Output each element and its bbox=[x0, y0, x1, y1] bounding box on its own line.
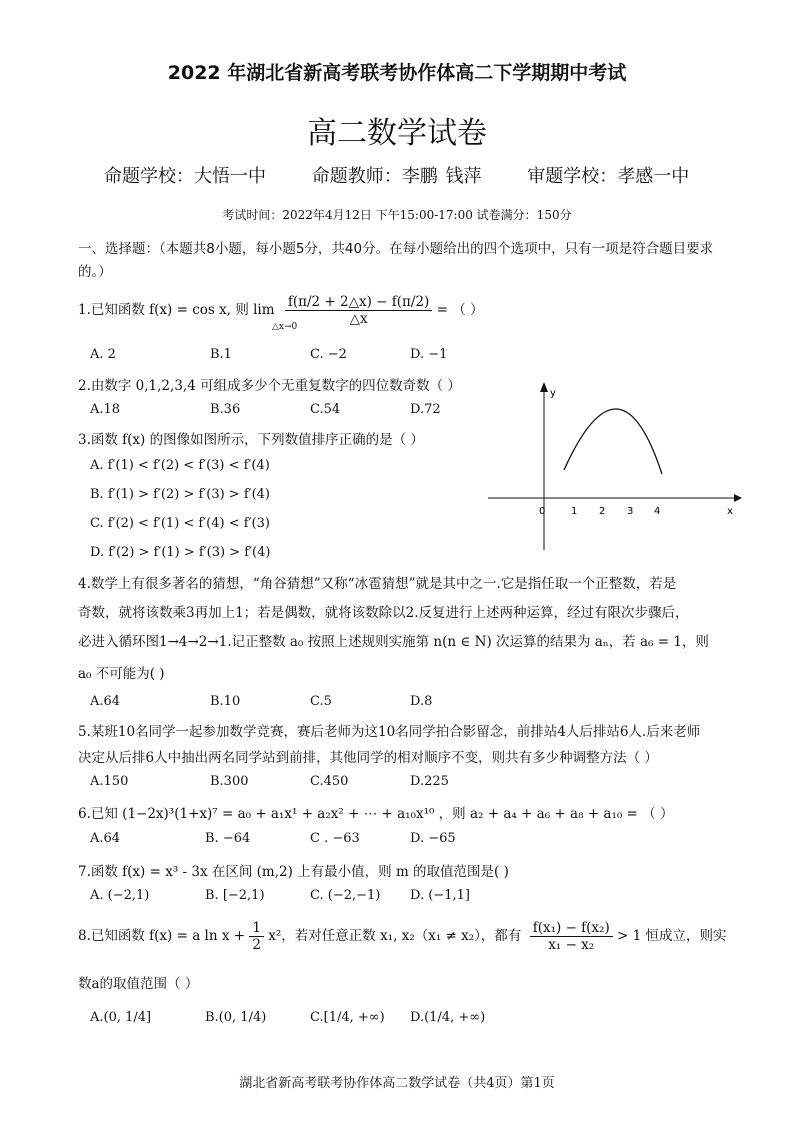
q6-option-a: A.64 bbox=[90, 831, 121, 846]
setting-school: 命题学校：大悟一中 bbox=[104, 166, 266, 187]
function-curve bbox=[564, 409, 662, 474]
q2-option-a: A.18 bbox=[90, 402, 121, 417]
q3-option-b: B. f′(1) > f′(2) > f′(3) > f′(4) bbox=[90, 487, 271, 502]
q2-option-b: B.36 bbox=[210, 402, 241, 417]
x-tick-2: 2 bbox=[599, 506, 606, 517]
q5-option-c: C.450 bbox=[310, 774, 349, 789]
q1-frac-num: f(π/2 + 2△x) − f(π/2) bbox=[285, 294, 432, 311]
question-4-line-3: 必进入循环图1→4→2→1.记正整数 a₀ 按照上述规则实施第 n(n ∈ N) 次运算的结果为 aₙ，若 a₆ = 1，则 bbox=[78, 634, 709, 650]
section-heading: 一、选择题：（本题共8小题，每小题5分，共40分。在每小题给出的四个选项中，只有一项是符合题目要求的。） bbox=[78, 241, 714, 280]
q8-option-d: D.(1/4, +∞) bbox=[410, 1010, 486, 1025]
q6-option-d: D. −65 bbox=[410, 831, 456, 846]
q2-option-c: C.54 bbox=[310, 402, 341, 417]
y-axis-arrow bbox=[540, 382, 548, 392]
x-tick-4: 4 bbox=[654, 506, 661, 517]
setting-teachers: 命题教师：李鹏 钱萍 bbox=[311, 166, 482, 187]
q8-option-a: A.(0, 1/4] bbox=[90, 1010, 152, 1025]
q4-option-d: D.8 bbox=[410, 694, 433, 709]
reviewing-school: 审题学校：孝感一中 bbox=[527, 166, 690, 187]
x-label: x bbox=[727, 506, 733, 517]
q8-stem-mid: x²，若对任意正数 x₁, x₂（x₁ ≠ x₂），都有 bbox=[268, 928, 522, 944]
q4-option-c: C.5 bbox=[310, 694, 332, 709]
q1-limit-sub: △x→0 bbox=[272, 322, 298, 332]
question-3: 3.函数 f(x) 的图像如图所示，下列数值排序正确的是（ ） bbox=[78, 432, 424, 448]
q7-option-b: B. [−2,1) bbox=[205, 888, 265, 903]
question-8-line-2: 数a的取值范围（ ） bbox=[78, 976, 199, 992]
q4-option-a: A.64 bbox=[90, 694, 121, 709]
q3-option-c: C. f′(2) < f′(1) < f′(4) < f′(3) bbox=[90, 516, 270, 531]
question-4-line-4: a₀ 不可能为( ) bbox=[78, 666, 165, 682]
q5-option-b: B.300 bbox=[210, 774, 249, 789]
paper-subtitle: 高二数学试卷 bbox=[307, 116, 487, 151]
q3-option-d: D. f′(2) > f′(1) > f′(3) > f′(4) bbox=[90, 545, 271, 560]
question-6: 6.已知 (1−2x)³(1+x)⁷ = a₀ + a₁x¹ + a₂x² + ⋯ + a₁₀x¹⁰ ，则 a₂ + a₄ + a₆ + a₈ + a₁₀ = （ ） bbox=[78, 806, 674, 822]
page-footer: 湖北省新高考联考协作体高二数学试卷（共4页）第1页 bbox=[239, 1076, 555, 1091]
x-tick-3: 3 bbox=[627, 506, 634, 517]
q8-half-num: 1 bbox=[249, 920, 264, 937]
question-2: 2.由数字 0,1,2,3,4 可组成多少个无重复数字的四位数奇数（ ） bbox=[78, 378, 461, 394]
q1-fraction bbox=[285, 294, 432, 327]
q1-stem-post: = （ ） bbox=[436, 302, 484, 318]
exam-title: 2022 年湖北省新高考联考协作体高二下学期期中考试 bbox=[167, 62, 627, 84]
q8-fraction bbox=[530, 920, 613, 953]
y-label: y bbox=[550, 388, 556, 399]
q8-stem-pre: 8.已知函数 f(x) = a ln x + bbox=[78, 928, 250, 944]
question-8 bbox=[78, 920, 727, 953]
question-7: 7.函数 f(x) = x³ - 3x 在区间 (m,2) 上有最小值，则 m 的取值范围是( ) bbox=[78, 864, 509, 880]
x-tick-1: 1 bbox=[571, 506, 578, 517]
author-line bbox=[104, 162, 727, 188]
exam-info: 考试时间：2022年4月12日 下午15:00-17:00 试卷满分：150分 bbox=[222, 208, 572, 222]
function-graph bbox=[482, 380, 742, 555]
q8-option-b: B.(0, 1/4) bbox=[205, 1010, 267, 1025]
q8-half bbox=[249, 920, 264, 953]
q1-option-b: B.1 bbox=[210, 347, 232, 362]
question-4-line-1: 4.数学上有很多著名的猜想，“角谷猜想”又称“冰雹猜想”就是其中之一.它是指任取一个正整数，若是 bbox=[78, 576, 677, 592]
q8-frac-num: f(x₁) − f(x₂) bbox=[530, 920, 613, 937]
q6-option-c: C . −63 bbox=[310, 831, 360, 846]
q7-option-d: D. (−1,1] bbox=[410, 888, 470, 903]
q8-option-c: C.[1/4, +∞) bbox=[310, 1010, 385, 1025]
q1-option-c: C. −2 bbox=[310, 347, 347, 362]
q1-option-a: A. 2 bbox=[90, 347, 116, 362]
q7-option-c: C. (−2,−1) bbox=[310, 888, 381, 903]
q3-option-a: A. f′(1) < f′(2) < f′(3) < f′(4) bbox=[90, 458, 270, 473]
question-4-line-2: 奇数，就将该数乘3再加上1；若是偶数，就将该数除以2.反复进行上述两种运算，经过有限次步骤后， bbox=[78, 605, 689, 621]
q5-option-a: A.150 bbox=[90, 774, 129, 789]
question-5-line-1: 5.某班10名同学一起参加数学竞赛，赛后老师为这10名同学拍合影留念，前排站4人后排站6人.后来老师 bbox=[78, 724, 701, 740]
q7-option-a: A. (−2,1) bbox=[90, 888, 150, 903]
q6-option-b: B. −64 bbox=[205, 831, 251, 846]
q2-option-d: D.72 bbox=[410, 402, 441, 417]
q8-half-den: 2 bbox=[252, 937, 261, 953]
q1-option-d: D. −1 bbox=[410, 347, 448, 362]
q8-stem-post: > 1 恒成立，则实 bbox=[617, 928, 727, 944]
q1-frac-den: △x bbox=[349, 311, 368, 327]
q8-frac-den: x₁ − x₂ bbox=[548, 937, 595, 953]
question-5-line-2: 决定从后排6人中抽出两名同学站到前排，其他同学的相对顺序不变，则共有多少种调整方法（ ） bbox=[78, 750, 658, 766]
q1-stem-pre: 1.已知函数 f(x) = cos x, 则 lim bbox=[78, 302, 275, 318]
q5-option-d: D.225 bbox=[410, 774, 449, 789]
x-axis-arrow bbox=[734, 494, 742, 502]
q4-option-b: B.10 bbox=[210, 694, 241, 709]
origin-label: 0 bbox=[539, 506, 546, 517]
